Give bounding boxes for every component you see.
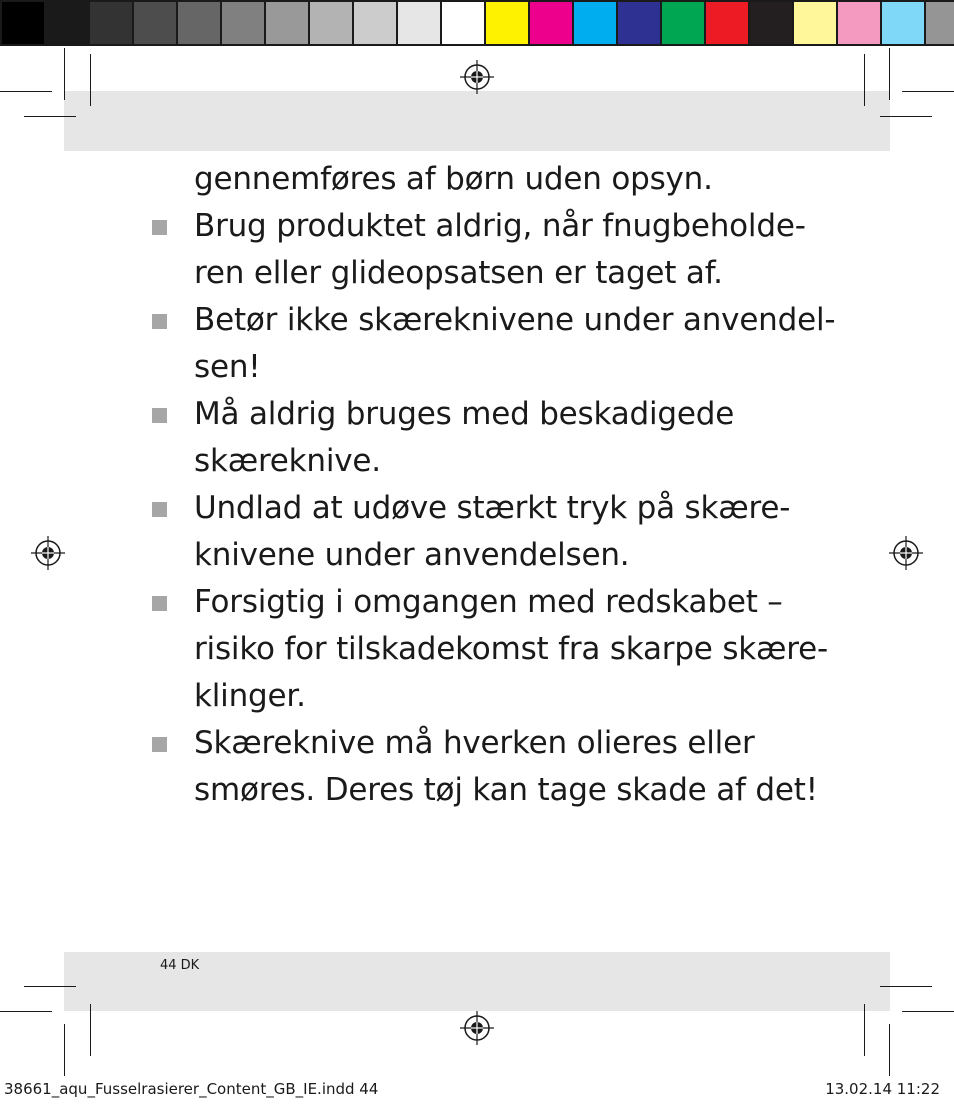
registration-mark-icon bbox=[889, 536, 923, 570]
list-item-line: Brug produktet aldrig, når fnugbeholde- bbox=[194, 208, 806, 244]
color-swatch bbox=[792, 0, 836, 46]
crop-mark bbox=[90, 1004, 91, 1056]
gray-swatch bbox=[0, 0, 44, 46]
crop-mark bbox=[864, 1004, 865, 1056]
crop-mark bbox=[64, 1024, 65, 1076]
list-item-line: smøres. Deres tøj kan tage skade af det! bbox=[194, 772, 818, 808]
list-item-line: sen! bbox=[194, 349, 261, 385]
square-bullet-icon bbox=[152, 220, 167, 235]
color-swatch bbox=[880, 0, 924, 46]
list-item-line: Undlad at udøve stærkt tryk på skære- bbox=[194, 490, 791, 526]
crop-mark bbox=[90, 54, 91, 106]
list-item-line: risiko for tilskadekomst fra skarpe skære- bbox=[194, 631, 829, 667]
square-bullet-icon bbox=[152, 737, 167, 752]
crop-mark bbox=[24, 116, 76, 117]
header-band bbox=[64, 91, 890, 151]
square-bullet-icon bbox=[152, 596, 167, 611]
continued-line: gennemføres af børn uden opsyn. bbox=[194, 161, 713, 197]
list-item-line: Forsigtig i omgangen med redskabet – bbox=[194, 584, 783, 620]
list-item-line: Betør ikke skæreknivene under anvendel- bbox=[194, 302, 836, 338]
color-swatch bbox=[704, 0, 748, 46]
list-item-line: skæreknive. bbox=[194, 443, 381, 479]
gray-swatch bbox=[44, 0, 88, 46]
date-slug: 13.02.14 11:22 bbox=[825, 1080, 940, 1098]
list-item bbox=[150, 203, 850, 297]
color-swatch bbox=[748, 0, 792, 46]
crop-mark bbox=[902, 1011, 954, 1012]
list-item bbox=[150, 297, 850, 391]
safety-instructions bbox=[150, 156, 850, 814]
registration-mark-icon bbox=[460, 1011, 494, 1045]
gray-swatch bbox=[396, 0, 440, 46]
list-item bbox=[150, 720, 850, 814]
color-calibration-strip bbox=[484, 0, 954, 46]
color-swatch bbox=[572, 0, 616, 46]
gray-swatch bbox=[440, 0, 486, 46]
crop-mark bbox=[880, 986, 932, 987]
crop-mark bbox=[902, 91, 954, 92]
list-item-line: Må aldrig bruges med beskadigede bbox=[194, 396, 735, 432]
color-swatch bbox=[836, 0, 880, 46]
gray-swatch bbox=[220, 0, 264, 46]
file-slug: 38661_aqu_Fusselrasierer_Content_GB_IE.indd 44 bbox=[4, 1080, 379, 1098]
color-swatch bbox=[528, 0, 572, 46]
crop-mark bbox=[0, 91, 52, 92]
gray-swatch bbox=[308, 0, 352, 46]
gray-swatch bbox=[132, 0, 176, 46]
crop-mark bbox=[0, 1011, 52, 1012]
color-swatch bbox=[660, 0, 704, 46]
gray-swatch bbox=[264, 0, 308, 46]
crop-mark bbox=[24, 986, 76, 987]
page-number: 44 DK bbox=[160, 958, 200, 973]
registration-mark-icon bbox=[460, 60, 494, 94]
color-swatch bbox=[484, 0, 528, 46]
gray-swatch bbox=[352, 0, 396, 46]
square-bullet-icon bbox=[152, 408, 167, 423]
color-swatch bbox=[616, 0, 660, 46]
square-bullet-icon bbox=[152, 314, 167, 329]
color-swatch bbox=[924, 0, 954, 46]
crop-mark bbox=[889, 48, 890, 100]
grayscale-calibration-strip bbox=[0, 0, 486, 46]
list-item-line: Skæreknive må hverken olieres eller bbox=[194, 725, 755, 761]
crop-mark bbox=[864, 54, 865, 106]
list-item-line: ren eller glideopsatsen er taget af. bbox=[194, 255, 723, 291]
crop-mark bbox=[889, 1024, 890, 1076]
list-item bbox=[150, 391, 850, 485]
list-item bbox=[150, 485, 850, 579]
square-bullet-icon bbox=[152, 502, 167, 517]
list-item-line: klinger. bbox=[194, 678, 306, 714]
list-item-line: knivene under anvendelsen. bbox=[194, 537, 630, 573]
gray-swatch bbox=[176, 0, 220, 46]
list-item bbox=[150, 579, 850, 720]
registration-mark-icon bbox=[31, 536, 65, 570]
crop-mark bbox=[64, 48, 65, 100]
gray-swatch bbox=[88, 0, 132, 46]
crop-mark bbox=[880, 116, 932, 117]
